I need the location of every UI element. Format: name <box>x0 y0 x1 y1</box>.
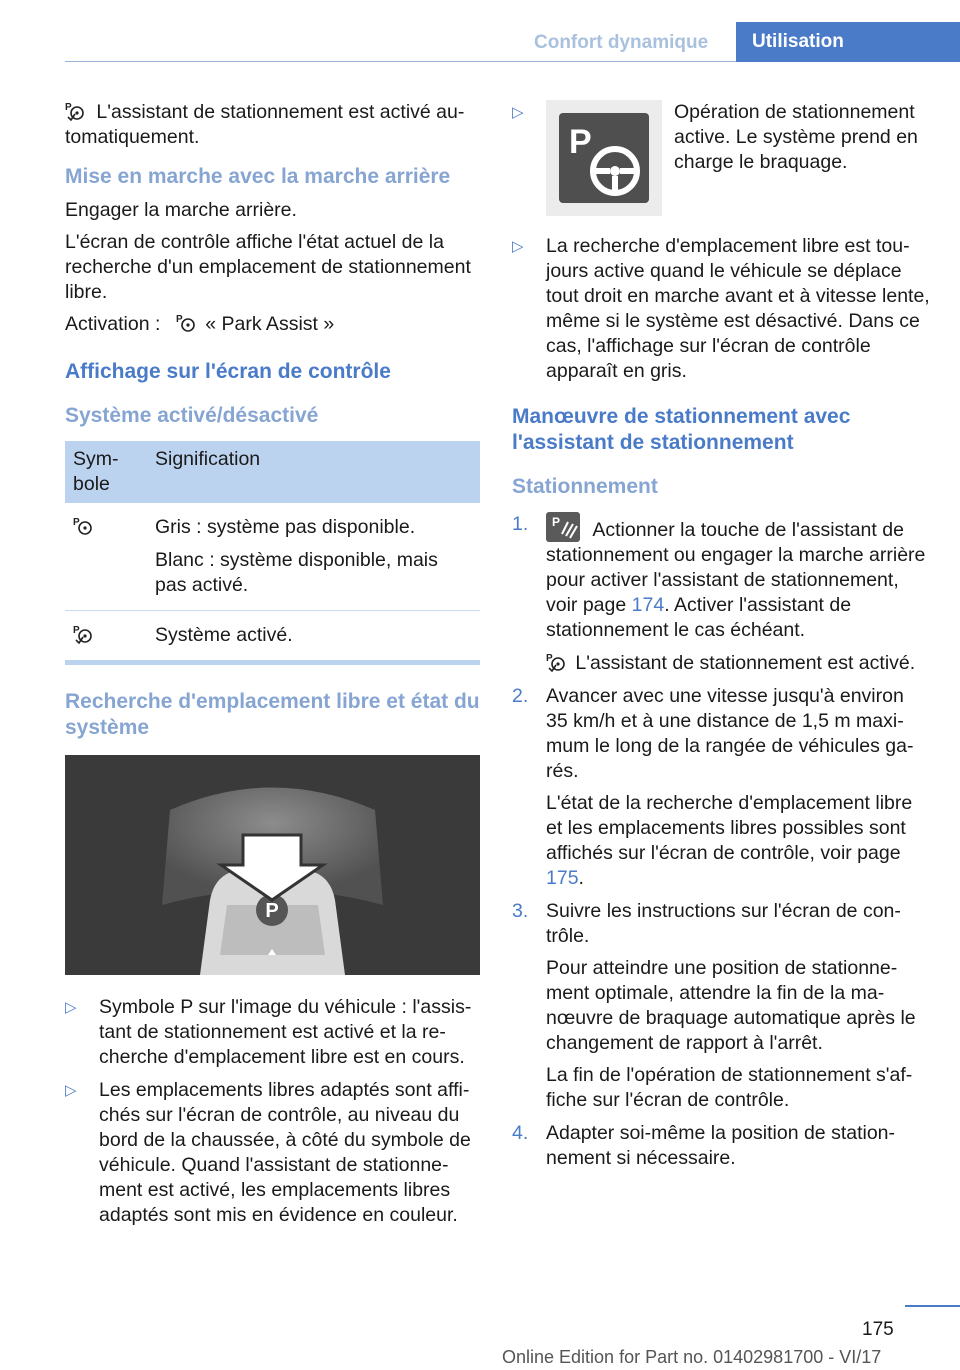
page-number: 175 <box>862 1319 894 1340</box>
status-bullet-list <box>65 995 480 1228</box>
activation-value: « Park Assist » <box>205 313 335 335</box>
park-assist-button-icon <box>546 512 580 542</box>
triangle-bullet-icon: ▷ <box>512 104 524 121</box>
heading-parking: Stationnement <box>512 475 658 498</box>
footer-rule <box>905 1305 960 1307</box>
intro-paragraph <box>65 100 480 150</box>
table-row <box>65 611 480 663</box>
triangle-bullet-icon: ▷ <box>512 238 524 255</box>
list-item: 4. Adapter soi-même la position de stationnement si nécessaire. <box>512 1122 896 1169</box>
parking-active-icon <box>546 100 662 216</box>
heading-search-status: Recherche d'emplacement libre et état du système <box>65 690 480 739</box>
right-column <box>512 100 930 1179</box>
table-cell-meaning: Système activé. <box>147 611 480 663</box>
page-link-174[interactable]: 174 <box>631 594 665 616</box>
left-column <box>65 100 480 1236</box>
page-link-175[interactable]: 175 <box>546 867 579 889</box>
heading-display: Affichage sur l'écran de contrôle <box>65 360 391 383</box>
activation-label: Activation : <box>65 313 161 335</box>
heading-maneuver: Manœuvre de stationnement avec l'assistant de stationnement <box>512 405 851 454</box>
svg-text:P: P <box>552 515 561 529</box>
svg-text:P: P <box>175 314 183 325</box>
edition-footer: Online Edition for Part no. 01402981700 - VI/17 <box>502 1347 882 1367</box>
paragraph-screen: L'écran de contrôle affiche l'état actuel de la recherche d'un emplacement de stationnement libre. <box>65 231 471 303</box>
table-cell-symbol <box>65 611 147 663</box>
table-header-meaning: Signification <box>147 441 480 503</box>
list-item: ▷ Les emplacements libres adaptés sont affichés sur l'écran de contrôle, au niveau du bord de la chaussée, à côté du symbole de véhicule. Quand l'assistant de stationnement est activé, les emplacements libres adaptés sont mis en évidence en couleur. <box>65 1079 471 1226</box>
activation-line <box>65 312 480 337</box>
header-section-tab[interactable]: Confort dynamique <box>534 32 709 53</box>
svg-text:P: P <box>546 653 553 664</box>
list-item: ▷ Symbole P sur l'image du véhicule : l'assistant de stationnement est activé et la recherche d'emplacement libre est en cours. <box>65 996 472 1068</box>
triangle-bullet-icon: ▷ <box>65 1082 77 1099</box>
svg-text:P: P <box>265 900 279 922</box>
paragraph-engage: Engager la marche arrière. <box>65 199 297 221</box>
parking-steering-icon <box>559 113 649 203</box>
symbol-table <box>65 441 480 665</box>
svg-text:P: P <box>569 123 592 161</box>
header-chapter-tab[interactable]: Utilisation <box>736 22 960 62</box>
park-assist-icon <box>176 313 196 333</box>
park-assist-active-icon <box>546 652 566 672</box>
triangle-bullet-icon: ▷ <box>65 999 77 1016</box>
list-item <box>512 100 930 216</box>
heading-reverse-gear: Mise en marche avec la marche arrière <box>65 165 451 188</box>
park-assist-active-icon <box>73 624 93 644</box>
table-header-symbol: Symbole <box>65 441 147 503</box>
meaning-white: Blanc : système disponible, mais pas activé. <box>155 549 438 596</box>
list-item: 2. Avancer avec une vitesse jusqu'à environ 35 km/h et à une distance de 1,5 m maximum le long de la rangée de véhicules garés. L'état de la recherche d'emplacement libre et les emplacements libres possibles sont affichés sur l'écran de contrôle, voir page 175. <box>512 685 914 889</box>
list-item: 1. P Actionner la touche de l'assistant de stationnement ou engager la marche arrière pour activer l'assistant de stationnement, voir page 174. Activer l'assistant de stationnement le cas échéant. P L'assistant de stationnement est activé. <box>512 513 926 674</box>
svg-text:P: P <box>73 625 80 636</box>
heading-system-status: Système activé/désactivé <box>65 404 319 427</box>
control-display-image <box>65 755 480 975</box>
intro-text: L'assistant de stationnement est activé automatiquement. <box>65 101 465 148</box>
table-cell-meaning <box>147 503 480 611</box>
list-item: 3. Suivre les instructions sur l'écran de contrôle. Pour atteindre une position de stationnement optimale, attendre la fin de la manœuvre de braquage automatique après le changement de rapport à l'arrêt. La fin de l'opération de stationnement s'affiche sur l'écran de contrôle. <box>512 900 916 1111</box>
table-row <box>65 503 480 611</box>
park-assist-icon <box>73 516 93 536</box>
list-item: ▷ La recherche d'emplacement libre est toujours active quand le véhicule se déplace tout droit en marche avant et à vitesse lente, même si le système est désactivé. Dans ce cas, l'affichage sur l'écran de contrôle apparaît en gris. <box>512 235 930 382</box>
steps-list <box>512 512 930 1171</box>
svg-text:P: P <box>65 102 72 113</box>
svg-text:P: P <box>73 517 80 528</box>
bullet-operation-active: Opération de stationnement active. Le système prend en charge le braquage. <box>674 101 918 173</box>
control-display-illustration <box>65 755 480 975</box>
table-cell-symbol <box>65 503 147 611</box>
park-assist-active-icon <box>65 101 85 121</box>
meaning-grey: Gris : système pas disponible. <box>155 516 416 538</box>
